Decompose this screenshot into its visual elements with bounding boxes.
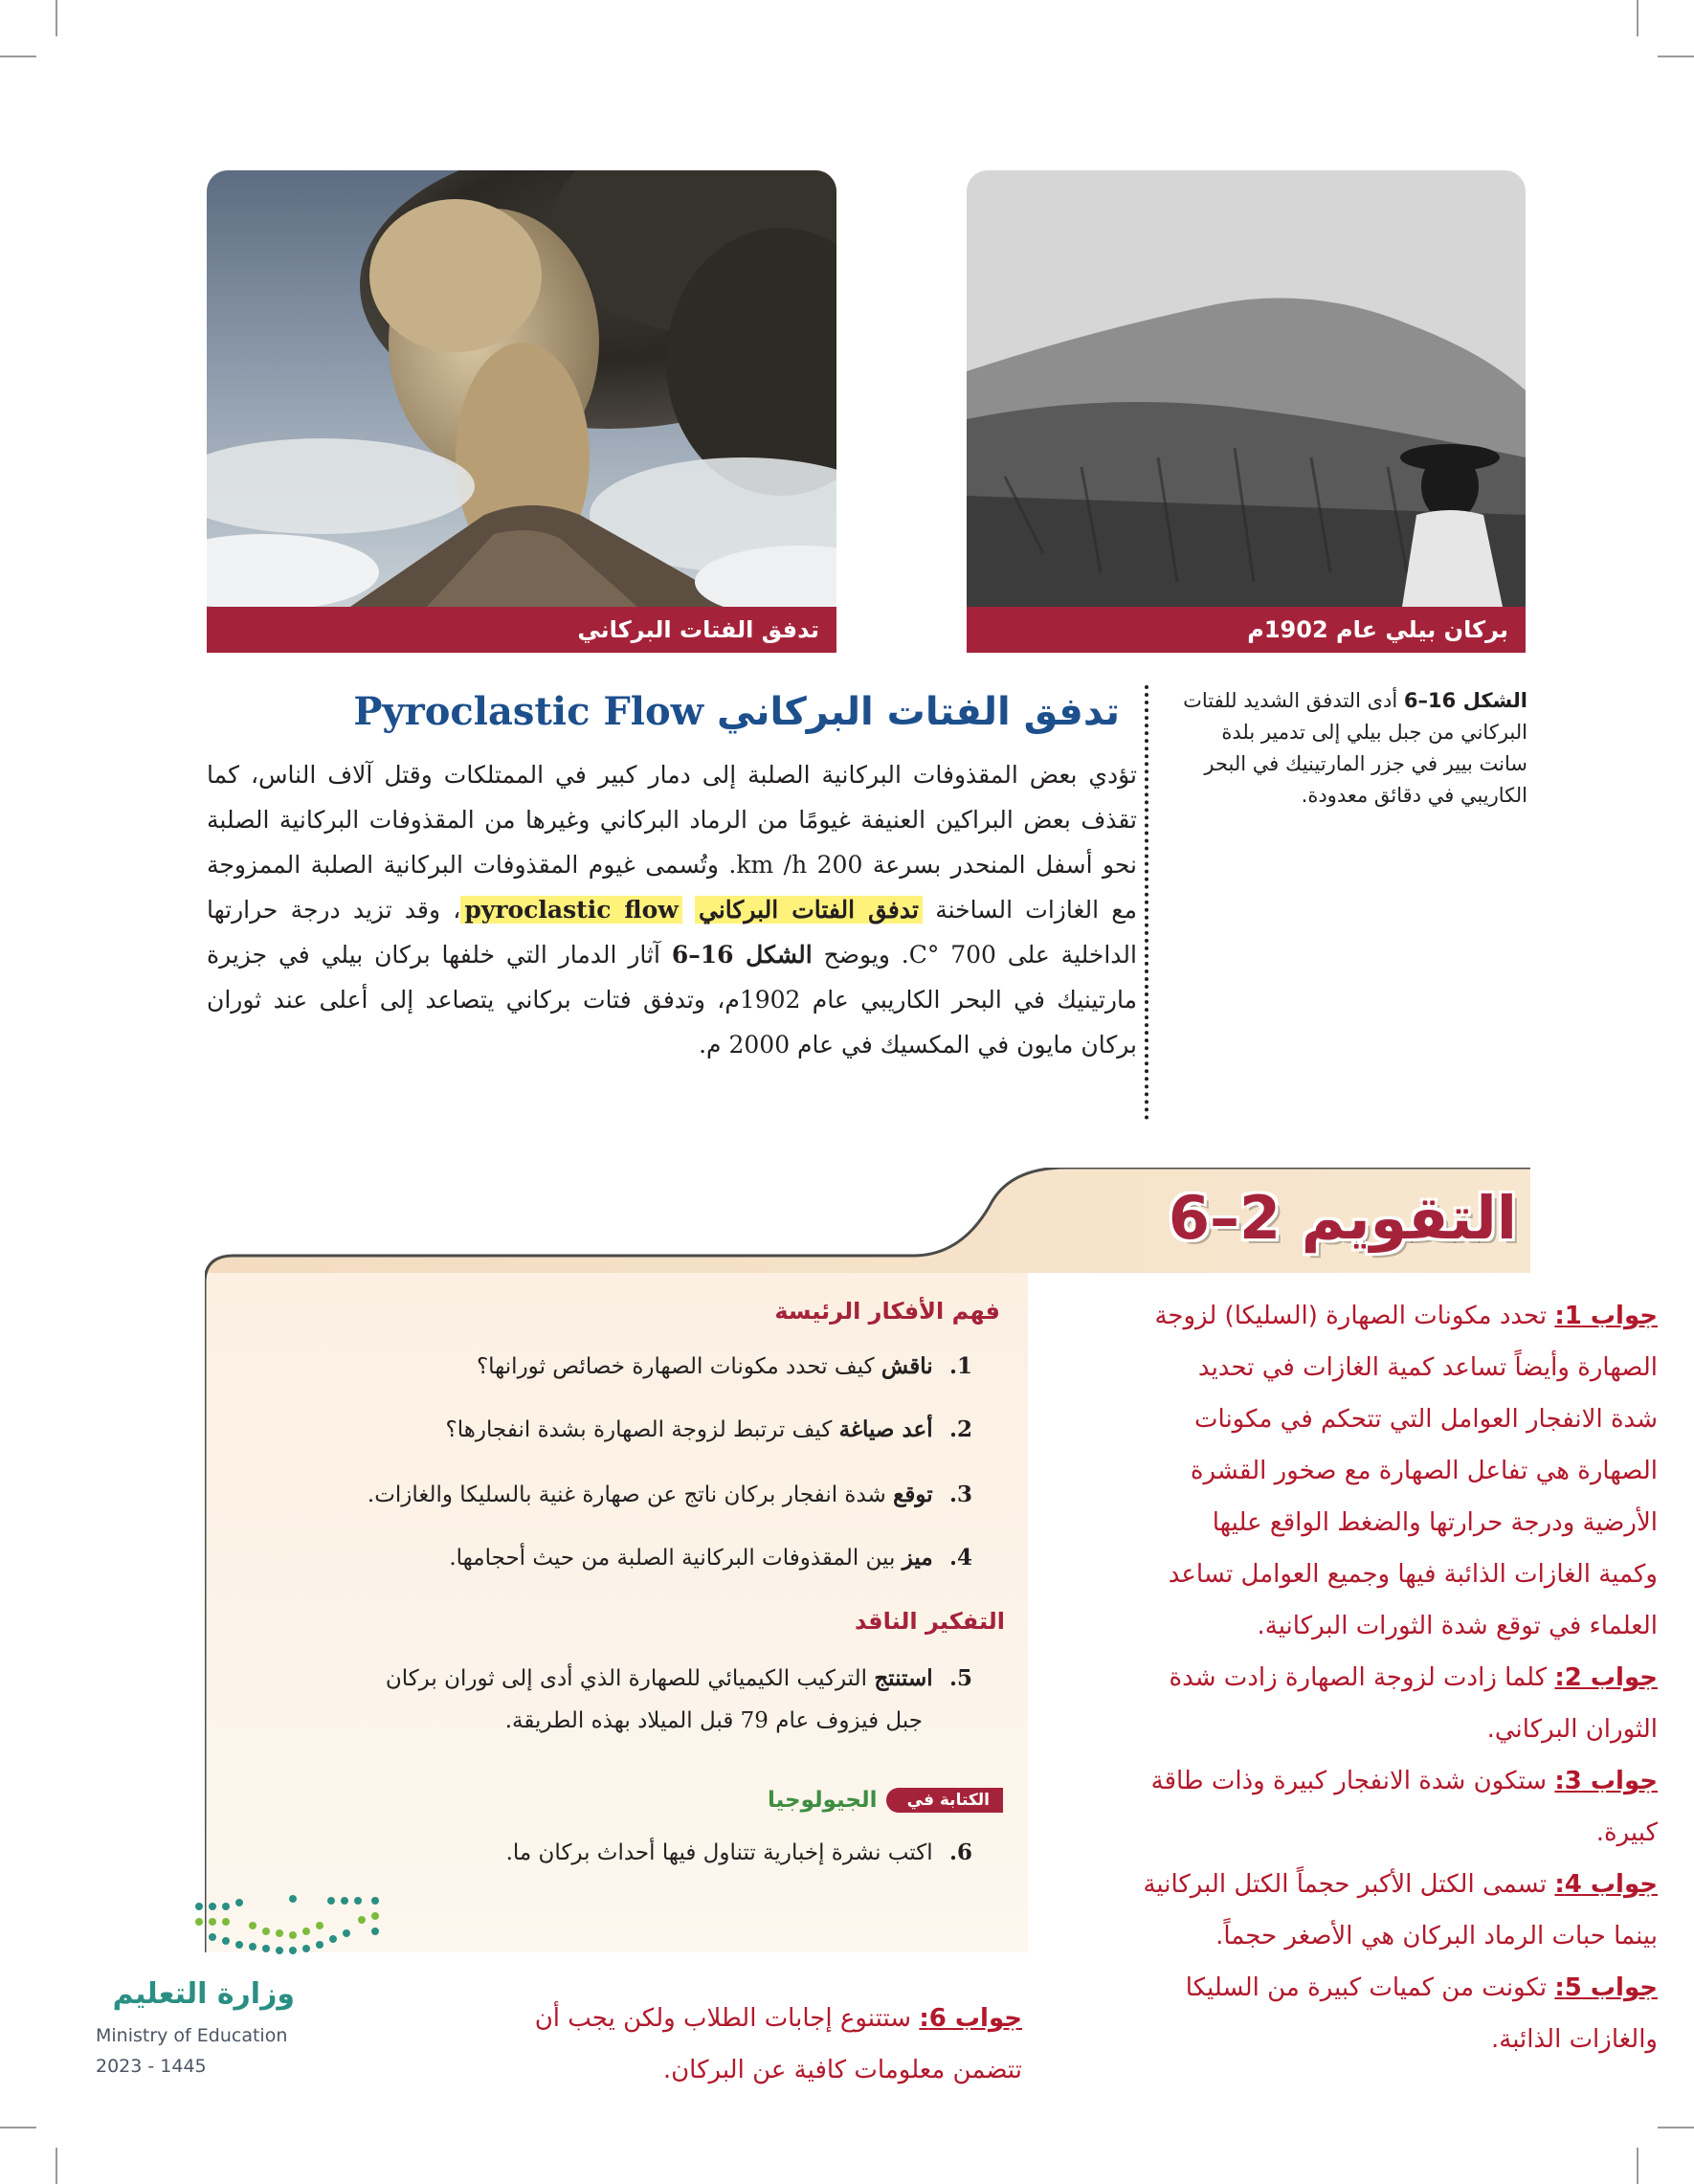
answer-6 [383,1993,1022,2096]
crop-mark [1637,2148,1638,2184]
figure-text: أدى التدفق الشديد للفتات البركاني من جبل بيلي إلى تدمير بلدة سانت بيير في جزر المارتينيك في البحر الكاريبي في دقائق معدودة. [1183,689,1527,807]
question-5 [207,1658,972,1742]
question-number: 6. [948,1839,972,1865]
answer-label: جواب 1: [1554,1302,1658,1330]
ministry-year: 2023 - 1445 [96,2056,207,2077]
section-body [207,752,1137,1067]
ministry-name-ar: وزارة التعليم [112,1977,295,2011]
crop-mark [56,2148,57,2184]
answer-3 [1014,1755,1658,1859]
eruption-caption: تدفق الفتات البركاني [207,607,836,653]
answer-line: ستكون شدة الانفجار كبيرة وذات طاقة [1150,1767,1548,1795]
answer-1 [1014,1290,1658,1652]
crop-mark [0,2127,36,2128]
answer-line: الصهارة هي تفاعل الصهارة مع صخور القشرة [1190,1457,1658,1485]
question-number: 4. [948,1545,972,1571]
question-verb: توقع [893,1482,933,1507]
answers-block [1014,1290,1658,2065]
crop-mark [1637,0,1638,36]
key-term-ar: تدفق الفتات البركاني [695,896,923,924]
column-divider [1145,685,1148,1120]
answer-4 [1014,1859,1658,1962]
body-part-3: آثار الدمار التي خلفها بركان بيلي في جزيرة مارتينيك في البحر الكاريبي عام 1902م، وتدفق فتات بركاني يتصاعد إلى أعلى عند ثوران بركان مايون في المكسيك في عام 2000 م. [207,941,1138,1059]
answer-line: الصهارة وأيضاً تساعد كمية الغازات في تحديد [1197,1353,1658,1382]
question-verb: أعد صياغة [838,1416,933,1442]
writing-tag: الكتابة في [886,1788,1003,1813]
crop-mark [0,56,36,57]
body-part-1: تؤدي بعض المقذوفات البركانية الصلبة إلى دمار كبير في الممتلكات وقتل آلاف الناس، كما تقذف بعض البراكين العنيفة غيومًا من الرماد البركاني وغيرها من المقذوفات البركانية الصلبة نحو أسفل المنحدر بسرعة 200 km /h. وتُسمى غيوم المقذوفات البركانية الصلبة الممزوجة مع الغازات الساخنة [207,761,1137,924]
question-text: كيف ترتبط لزوجة الصهارة بشدة انفجارها؟ [445,1417,833,1442]
answer-line: تحدد مكونات الصهارة (السليكا) لزوجة [1154,1302,1548,1330]
answer-5 [1014,1962,1658,2065]
answer-label: جواب 3: [1554,1767,1658,1795]
question-text: اكتب نشرة إخبارية تتناول فيها أحداث بركان ما. [505,1840,933,1865]
answer-line: شدة الانفجار العوامل التي تتحكم في مكونات [1194,1405,1658,1434]
question-text: شدة انفجار بركان ناتج عن صهارة غنية بالسليكا والغازات. [367,1482,886,1507]
figure-reference: الشكل 16–6 [671,941,813,969]
answer-line: كلما زادت لزوجة الصهارة زادت شدة [1169,1663,1548,1692]
question-text: بين المقذوفات البركانية الصلبة من حيث أحجامها. [449,1546,896,1571]
answer-line: العلماء في توقع شدة الثورات البركانية. [1257,1612,1658,1640]
writing-subject: الجيولوجيا [767,1788,878,1813]
question-6 [207,1832,972,1874]
answer-line: ستتنوع إجابات الطلاب ولكن يجب أن [534,2004,912,2033]
question-number: 1. [948,1353,972,1379]
question-5-line-2: جبل فيزوف عام 79 قبل الميلاد بهذه الطريقة. [504,1708,923,1733]
answer-line: كبيرة. [1595,1818,1658,1847]
crop-mark [1658,2127,1694,2128]
crop-mark [1658,56,1694,57]
figure-label: الشكل 16–6 [1403,689,1527,712]
question-verb: ميز [902,1545,933,1571]
critical-thinking-heading: التفكير الناقد [855,1608,1005,1635]
section-title-ar: تدفق الفتات البركاني [717,690,1120,734]
answer-line: وكمية الغازات الذائبة فيها وجميع العوامل تساعد [1168,1560,1658,1589]
pelee-caption: بركان بيلي عام 1902م [967,607,1526,653]
writing-in-geology [699,1788,1003,1820]
section-title [325,689,1120,734]
review-title: التقويم 2–6 [1168,1183,1517,1253]
question-3 [207,1474,972,1516]
question-2 [207,1409,972,1451]
question-4 [207,1537,972,1579]
answer-label: جواب 2: [1554,1663,1658,1692]
question-text: التركيب الكيميائي للصهارة الذي أدى إلى ثوران بركان [385,1666,867,1691]
answer-2 [1014,1652,1658,1755]
question-verb: ناقش [880,1353,933,1379]
main-ideas-heading: فهم الأفكار الرئيسة [774,1298,1000,1325]
figure-caption [1179,685,1527,812]
answer-line: تسمى الكتل الأكبر حجماً الكتل البركانية [1143,1870,1548,1899]
question-verb: استنتج [874,1665,933,1691]
question-number: 5. [948,1665,972,1691]
answer-label: جواب 5: [1554,1973,1658,2002]
answer-line: تكونت من كميات كبيرة من السليكا [1185,1973,1548,2002]
key-term-en: pyroclastic flow [460,896,681,924]
answer-label: جواب 6: [919,2004,1022,2033]
pelee-photo [967,170,1526,607]
answer-line: بينما حبات الرماد البركان هي الأصغر حجماً. [1215,1922,1658,1950]
question-number: 2. [948,1416,972,1442]
question-text: كيف تحدد مكونات الصهارة خصائص ثورانها؟ [476,1354,875,1379]
crop-mark [56,0,57,36]
question-number: 3. [948,1482,972,1507]
answer-line: تتضمن معلومات كافية عن البركان. [662,2056,1022,2084]
eruption-photo [207,170,836,607]
ministry-logo-icon [188,1893,398,1964]
answer-line: الأرضية ودرجة حرارتها والضغط الواقع عليها [1212,1508,1658,1537]
ministry-name-en: Ministry of Education [96,2025,288,2046]
answer-line: الثوران البركاني. [1486,1715,1658,1744]
body-part-2: ، وقد تزيد درجة حرارتها الداخلية على 700 °C. ويوضح [207,896,1137,969]
question-1 [207,1346,972,1388]
answer-label: جواب 4: [1554,1870,1658,1899]
section-title-en: Pyroclastic Flow [353,689,704,734]
answer-line: والغازات الذائبة. [1491,2025,1658,2054]
